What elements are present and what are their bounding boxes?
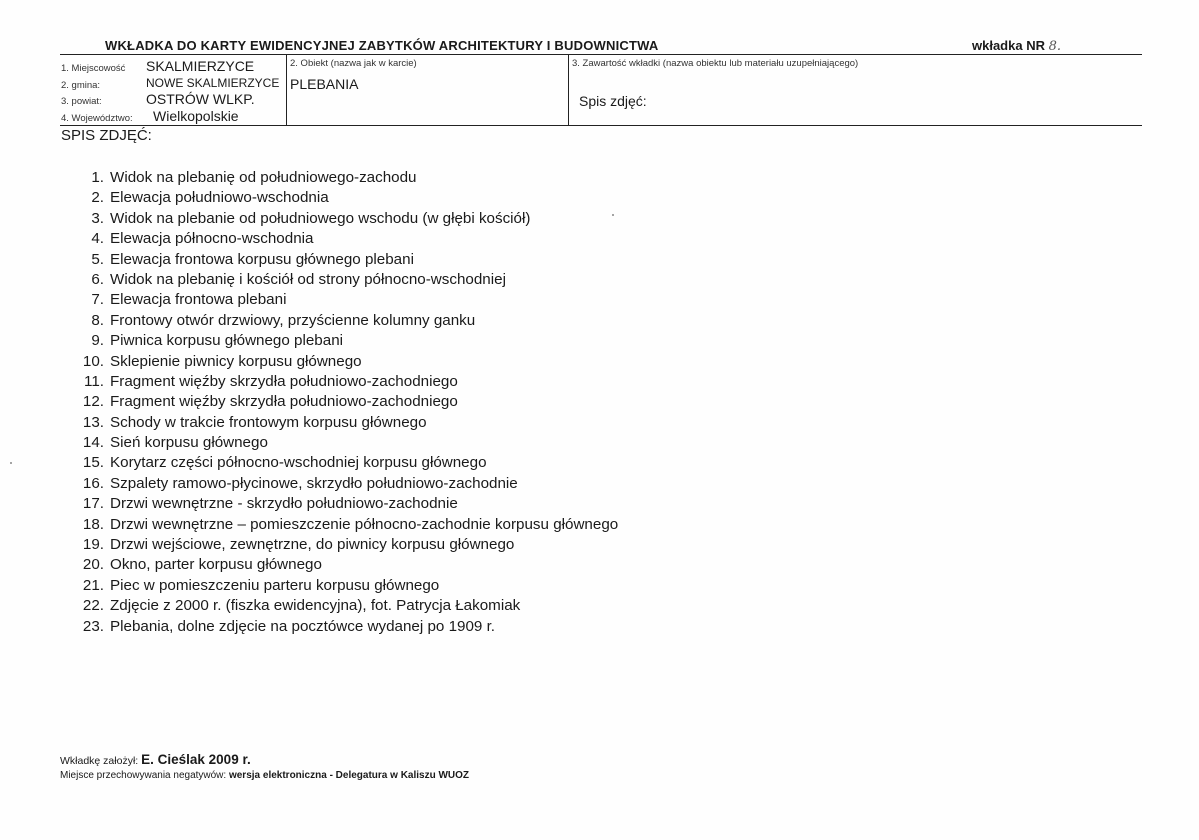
- insert-number-label: wkładka NR: [972, 38, 1045, 53]
- photo-item-text: Elewacja północno-wschodnia: [110, 230, 314, 248]
- photo-item-text: Plebania, dolne zdjęcie na pocztówce wydanej po 1909 r.: [110, 617, 496, 635]
- photo-list-item: [62, 576, 618, 596]
- photo-item-number: 4.: [91, 230, 104, 248]
- powiat-value: OSTRÓW WLKP.: [146, 91, 255, 107]
- photo-list-item: [62, 392, 618, 412]
- photo-list-item: [62, 494, 618, 514]
- photo-list-item: [62, 596, 618, 616]
- photo-list-item: [62, 188, 618, 208]
- photo-item-number: 16.: [82, 474, 104, 492]
- photo-list-item: [62, 555, 618, 575]
- photo-item-text: Piwnica korpusu głównego plebani: [110, 332, 344, 350]
- photo-item-number: 2.: [91, 189, 104, 207]
- photo-item-number: 7.: [91, 291, 104, 309]
- photo-item-number: 18.: [82, 515, 104, 533]
- photo-item-text: Elewacja frontowa plebani: [110, 291, 287, 309]
- gmina-label: 2. gmina:: [61, 80, 101, 91]
- photo-item-number: 13.: [82, 413, 104, 431]
- photo-list-item: [62, 433, 618, 453]
- photo-item-number: 22.: [82, 597, 104, 615]
- scan-speck: [612, 214, 614, 216]
- photo-item-text: Widok na plebanie od południowego wschodu (w głębi kościół): [110, 209, 531, 227]
- storage-line: [60, 770, 469, 781]
- photo-item-text: Sklepienie piwnicy korpusu głównego: [110, 352, 362, 370]
- photo-list-heading: SPIS ZDJĘĆ:: [61, 127, 152, 144]
- photo-item-number: 3.: [91, 209, 104, 227]
- contents-value: Spis zdjęć:: [579, 93, 647, 109]
- photo-item-text: Szpalety ramowo-płycinowe, skrzydło południowo-zachodnie: [110, 474, 518, 492]
- wojewodztwo-value: Wielkopolskie: [153, 108, 239, 124]
- photo-item-text: Zdjęcie z 2000 r. (fiszka ewidencyjna), fot. Patrycja Łakomiak: [110, 597, 521, 615]
- photo-list-item: [62, 453, 618, 473]
- powiat-label: 3. powiat:: [61, 96, 102, 107]
- photo-item-number: 14.: [82, 434, 104, 452]
- photo-item-text: Drzwi wewnętrzne – pomieszczenie północno-zachodnie korpusu głównego: [110, 515, 619, 533]
- form-title: WKŁADKA DO KARTY EWIDENCYJNEJ ZABYTKÓW ARCHITEKTURY I BUDOWNICTWA: [105, 38, 659, 53]
- photo-list-item: [62, 474, 618, 494]
- photo-item-number: 17.: [82, 495, 104, 513]
- photo-list-item: [62, 209, 618, 229]
- scan-speck: [10, 462, 12, 464]
- photo-item-number: 15.: [82, 454, 104, 472]
- photo-list-item: [62, 372, 618, 392]
- storage-value: wersja elektroniczna - Delegatura w Kaliszu WUOZ: [228, 770, 470, 781]
- photo-item-text: Elewacja południowo-wschodnia: [110, 189, 329, 207]
- photo-item-number: 8.: [91, 311, 104, 329]
- photo-list-item: [62, 617, 618, 637]
- storage-label: Miejsce przechowywania negatywów:: [60, 770, 227, 781]
- photo-item-text: Drzwi wewnętrzne - skrzydło południowo-zachodnie: [110, 495, 458, 513]
- photo-list-item: [62, 535, 618, 555]
- photo-item-number: 9.: [91, 332, 104, 350]
- photo-list-item: [62, 515, 618, 535]
- photo-item-text: Schody w trakcie frontowym korpusu głównego: [110, 413, 427, 431]
- photo-item-number: 21.: [82, 576, 104, 594]
- photo-item-number: 6.: [91, 270, 104, 288]
- photo-item-text: Fragment więźby skrzydła południowo-zachodniego: [110, 393, 458, 411]
- photo-list-item: [62, 229, 618, 249]
- miejscowosc-value: SKALMIERZYCE: [146, 58, 255, 74]
- insert-number: [972, 38, 1061, 54]
- insert-number-value: 8.: [1048, 39, 1062, 54]
- photo-list-item: [62, 290, 618, 310]
- photo-list-item: [62, 311, 618, 331]
- photo-list-item: [62, 352, 618, 372]
- photo-list-item: [62, 413, 618, 433]
- photo-list-item: [62, 331, 618, 351]
- photo-item-text: Okno, parter korpusu głównego: [110, 556, 322, 574]
- photo-item-text: Korytarz części północno-wschodniej korpusu głównego: [110, 454, 487, 472]
- contents-label: 3. Zawartość wkładki (nazwa obiektu lub materiału uzupełniającego): [572, 58, 859, 69]
- gmina-value: NOWE SKALMIERZYCE: [146, 76, 280, 90]
- photo-item-number: 11.: [84, 372, 104, 390]
- photo-list-item: [62, 250, 618, 270]
- object-label: 2. Obiekt (nazwa jak w karcie): [290, 58, 417, 69]
- object-value: PLEBANIA: [290, 76, 359, 92]
- grid-divider-2: [568, 55, 569, 125]
- photo-item-number: 10.: [82, 352, 104, 370]
- photo-item-text: Frontowy otwór drzwiowy, przyścienne kolumny ganku: [110, 311, 476, 329]
- founded-value: E. Cieślak 2009 r.: [141, 752, 251, 767]
- photo-item-number: 19.: [82, 536, 104, 554]
- photo-item-text: Widok na plebanię od południowego-zachodu: [110, 169, 417, 186]
- founded-label: Wkładkę założył:: [60, 755, 139, 767]
- wojewodztwo-label: 4. Województwo:: [61, 113, 133, 124]
- photo-item-text: Sień korpusu głównego: [110, 434, 268, 452]
- photo-item-number: 20.: [82, 556, 104, 574]
- photo-list-item: [62, 270, 618, 290]
- photo-item-text: Drzwi wejściowe, zewnętrzne, do piwnicy korpusu głównego: [110, 536, 515, 554]
- photo-item-text: Elewacja frontowa korpusu głównego plebani: [110, 250, 414, 268]
- photo-item-number: 5.: [91, 250, 104, 268]
- founded-line: [60, 752, 251, 767]
- grid-divider-1: [286, 55, 287, 125]
- miejscowosc-label: 1. Miejscowość: [61, 63, 126, 74]
- photo-item-number: 1.: [91, 169, 104, 186]
- photo-item-text: Widok na plebanię i kościół od strony północno-wschodniej: [110, 270, 506, 288]
- photo-item-number: 23.: [82, 617, 104, 635]
- photo-list: [62, 168, 618, 637]
- photo-item-text: Piec w pomieszczeniu parteru korpusu głównego: [110, 576, 440, 594]
- photo-item-text: Fragment więźby skrzydła południowo-zachodniego: [110, 372, 458, 390]
- photo-list-item: [62, 168, 618, 188]
- photo-item-number: 12.: [82, 393, 104, 411]
